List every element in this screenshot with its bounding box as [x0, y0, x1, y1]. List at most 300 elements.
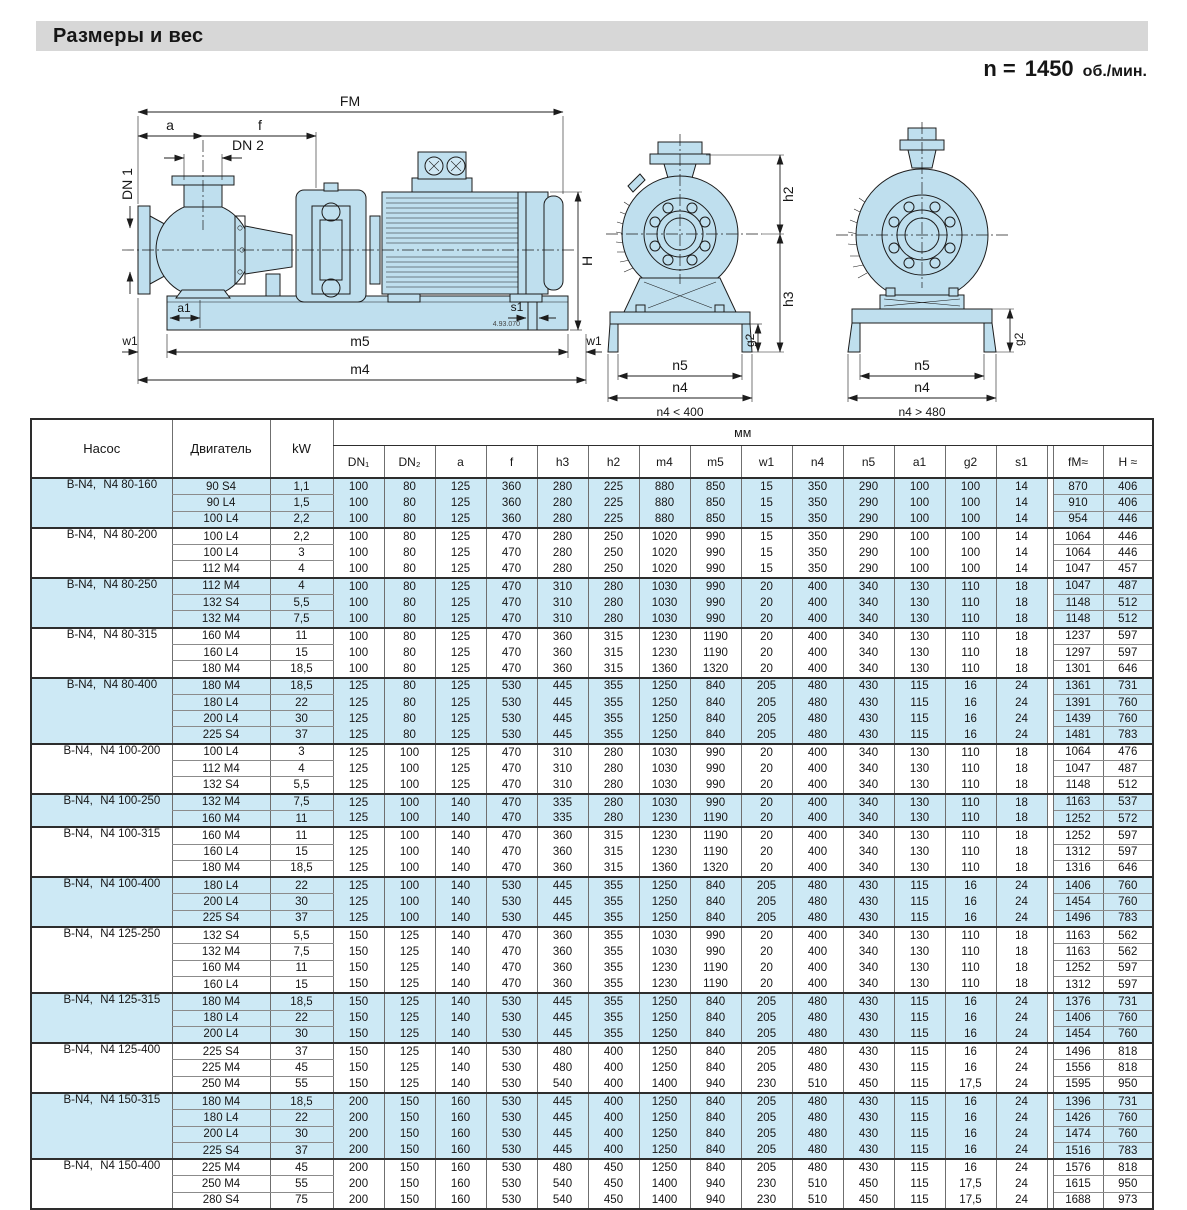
dimension-cell: 125 — [435, 744, 486, 761]
dimension-cell: 280 — [537, 528, 588, 545]
weight-fm-cell: 1312 — [1053, 976, 1103, 993]
dimension-cell: 24 — [996, 1026, 1047, 1043]
kw-cell: 1,5 — [270, 495, 333, 511]
dimension-cell: 340 — [843, 661, 894, 678]
pump-model-label: N4 100-200 — [100, 744, 161, 757]
dimension-cell: 340 — [843, 611, 894, 628]
dimension-cell: 840 — [690, 678, 741, 695]
table-row — [31, 993, 1153, 1010]
pump-model-label: N4 125-400 — [100, 1044, 161, 1057]
dimension-cell: 24 — [996, 1060, 1047, 1076]
dimension-lines — [848, 309, 1026, 419]
dimension-cell: 18 — [996, 960, 1047, 976]
dimension-cell: 540 — [537, 1192, 588, 1209]
dimension-cell: 355 — [588, 694, 639, 710]
dimension-cell: 130 — [894, 927, 945, 944]
height-h-cell: 783 — [1103, 910, 1153, 927]
column-header: a — [435, 446, 486, 479]
dimension-cell: 340 — [843, 744, 894, 761]
dimension-cell: 125 — [384, 976, 435, 993]
kw-cell: 55 — [270, 1076, 333, 1093]
bearing-bracket — [245, 226, 292, 296]
column-header: s1 — [996, 446, 1047, 479]
dimension-cell: 290 — [843, 511, 894, 528]
dimension-cell: 480 — [537, 1060, 588, 1076]
motor-cell: 225 S4 — [172, 910, 270, 927]
motor-cell: 180 M4 — [172, 661, 270, 678]
dimension-cell: 100 — [894, 545, 945, 561]
dimension-cell: 24 — [996, 1192, 1047, 1209]
dimension-cell: 530 — [486, 727, 537, 744]
weight-fm-cell: 1148 — [1053, 595, 1103, 611]
dimension-cell: 310 — [537, 744, 588, 761]
dimension-cell: 290 — [843, 495, 894, 511]
dimension-cell: 140 — [435, 944, 486, 960]
pump-side-view-drawing — [120, 88, 612, 404]
height-h-cell: 760 — [1103, 694, 1153, 710]
dimension-cell: 280 — [537, 561, 588, 578]
dimension-cell: 80 — [384, 495, 435, 511]
weight-fm-cell: 1454 — [1053, 1026, 1103, 1043]
table-row — [31, 827, 1153, 844]
dimension-cell: 335 — [537, 810, 588, 827]
dimension-cell: 340 — [843, 761, 894, 777]
dimension-cell: 80 — [384, 561, 435, 578]
motor-cell: 180 L4 — [172, 694, 270, 710]
dimension-cell: 125 — [333, 694, 384, 710]
dimension-cell: 20 — [741, 827, 792, 844]
height-h-cell: 950 — [1103, 1076, 1153, 1093]
pump-front-view-small-drawing — [600, 122, 805, 418]
dimension-cell: 840 — [690, 711, 741, 727]
dimension-cell: 1250 — [639, 711, 690, 727]
dimension-cell: 130 — [894, 827, 945, 844]
height-h-cell: 562 — [1103, 927, 1153, 944]
dimension-cell: 115 — [894, 1043, 945, 1060]
table-row — [31, 478, 1153, 495]
dimension-cell: 340 — [843, 777, 894, 794]
dimension-cell: 205 — [741, 1093, 792, 1110]
dimension-cell: 18 — [996, 578, 1047, 595]
dimension-cell: 160 — [435, 1142, 486, 1159]
pump-series-label: B-N4, — [66, 628, 97, 641]
kw-cell: 5,5 — [270, 927, 333, 944]
dimension-cell: 205 — [741, 1060, 792, 1076]
dimension-cell: 530 — [486, 910, 537, 927]
dimension-cell: 1230 — [639, 976, 690, 993]
motor-cell: 180 L4 — [172, 1110, 270, 1126]
height-h-cell: 446 — [1103, 511, 1153, 528]
dimension-cell: 115 — [894, 910, 945, 927]
table-row — [31, 1060, 1153, 1076]
dimension-cell: 16 — [945, 1026, 996, 1043]
dimension-cell: 480 — [792, 694, 843, 710]
motor-cell: 200 L4 — [172, 1026, 270, 1043]
dimension-cell: 280 — [588, 578, 639, 595]
dimension-cell: 100 — [333, 528, 384, 545]
dimension-cell: 24 — [996, 1043, 1047, 1060]
dimension-cell: 1020 — [639, 528, 690, 545]
dimension-cell: 340 — [843, 976, 894, 993]
dimension-cell: 1250 — [639, 694, 690, 710]
dimension-cell: 850 — [690, 478, 741, 495]
dimension-cell: 360 — [537, 644, 588, 660]
drawing-ref-number: 4.93.070 — [492, 321, 520, 328]
motor-column-header: Двигатель — [172, 419, 270, 478]
dimension-cell: 14 — [996, 495, 1047, 511]
dimension-cell: 1020 — [639, 545, 690, 561]
dimension-cell: 24 — [996, 1076, 1047, 1093]
dimension-cell: 100 — [384, 910, 435, 927]
dimension-cell: 150 — [333, 960, 384, 976]
dimension-cell: 1230 — [639, 628, 690, 645]
dimension-cell: 480 — [792, 894, 843, 910]
dimension-cell: 355 — [588, 894, 639, 910]
dimension-cell: 130 — [894, 844, 945, 860]
motor-cell: 280 S4 — [172, 1192, 270, 1209]
dimension-cell: 125 — [435, 578, 486, 595]
table-row — [31, 860, 1153, 877]
dimension-cell: 990 — [690, 561, 741, 578]
dimension-cell: 110 — [945, 611, 996, 628]
dimension-cell: 355 — [588, 960, 639, 976]
dimension-cell: 470 — [486, 628, 537, 645]
motor-cell: 132 S4 — [172, 777, 270, 794]
column-header: g2 — [945, 446, 996, 479]
dimension-cell: 540 — [537, 1176, 588, 1192]
dimension-cell: 15 — [741, 528, 792, 545]
dimension-cell: 110 — [945, 644, 996, 660]
dimension-cell: 430 — [843, 1010, 894, 1026]
dimension-cell: 990 — [690, 528, 741, 545]
dimension-cell: 530 — [486, 1010, 537, 1026]
pump-model-label: N4 125-315 — [100, 994, 161, 1007]
weight-fm-cell: 910 — [1053, 495, 1103, 511]
pump-model-label: N4 125-250 — [100, 928, 161, 941]
height-h-cell: 760 — [1103, 1026, 1153, 1043]
weight-fm-cell: 1316 — [1053, 860, 1103, 877]
pump-casing — [138, 176, 250, 298]
dimension-cell: 530 — [486, 1110, 537, 1126]
dimension-cell: 130 — [894, 595, 945, 611]
height-h-cell: 731 — [1103, 678, 1153, 695]
weight-fm-cell: 1163 — [1053, 927, 1103, 944]
weight-fm-cell: 1148 — [1053, 777, 1103, 794]
dimension-cell: 280 — [588, 595, 639, 611]
dimension-cell: 200 — [333, 1142, 384, 1159]
dimension-cell: 400 — [588, 1142, 639, 1159]
height-h-cell: 597 — [1103, 827, 1153, 844]
dimension-cell: 115 — [894, 1026, 945, 1043]
pump-model-label: N4 80-250 — [103, 578, 158, 591]
table-row — [31, 511, 1153, 528]
dimension-cell: 880 — [639, 495, 690, 511]
motor-cell: 100 L4 — [172, 511, 270, 528]
pump-model-label: N4 80-200 — [103, 528, 158, 541]
dimension-cell: 100 — [384, 844, 435, 860]
dimension-cell: 335 — [537, 794, 588, 811]
dimension-cell: 140 — [435, 794, 486, 811]
dimension-cell: 24 — [996, 894, 1047, 910]
kw-cell: 22 — [270, 1110, 333, 1126]
dimension-cell: 80 — [384, 678, 435, 695]
dimension-cell: 1030 — [639, 927, 690, 944]
speed-label: n = — [983, 56, 1016, 81]
dimension-cell: 355 — [588, 1010, 639, 1026]
dimension-cell: 130 — [894, 794, 945, 811]
dimension-cell: 400 — [792, 976, 843, 993]
table-row — [31, 976, 1153, 993]
dim-label-dn2: DN 2 — [232, 137, 264, 153]
dimension-cell: 340 — [843, 595, 894, 611]
dimension-cell: 400 — [792, 810, 843, 827]
dimension-cell: 140 — [435, 844, 486, 860]
pump-name-cell — [31, 827, 172, 877]
table-row — [31, 661, 1153, 678]
dimension-cell: 280 — [588, 810, 639, 827]
pump-name-cell — [31, 678, 172, 744]
dimension-cell: 840 — [690, 1126, 741, 1142]
speed-annotation — [983, 56, 1147, 82]
dimension-cell: 400 — [588, 1076, 639, 1093]
dimension-cell: 125 — [384, 1010, 435, 1026]
dimension-cell: 430 — [843, 711, 894, 727]
dimension-cell: 1030 — [639, 761, 690, 777]
dimension-cell: 445 — [537, 993, 588, 1010]
dimension-cell: 125 — [333, 827, 384, 844]
dimension-cell: 100 — [333, 578, 384, 595]
dimension-cell: 18 — [996, 976, 1047, 993]
dimension-cell: 80 — [384, 661, 435, 678]
dimension-cell: 470 — [486, 561, 537, 578]
dimension-cell: 80 — [384, 611, 435, 628]
dim-label-m5: m5 — [350, 333, 370, 349]
dimension-cell: 115 — [894, 1126, 945, 1142]
dimension-cell: 18 — [996, 744, 1047, 761]
dimension-cell: 115 — [894, 678, 945, 695]
dimension-cell: 510 — [792, 1176, 843, 1192]
weight-fm-cell: 1556 — [1053, 1060, 1103, 1076]
dimension-cell: 445 — [537, 1010, 588, 1026]
table-row — [31, 1026, 1153, 1043]
height-h-cell: 950 — [1103, 1176, 1153, 1192]
table-row — [31, 1093, 1153, 1110]
weight-fm-cell: 1361 — [1053, 678, 1103, 695]
dimension-cell: 115 — [894, 1060, 945, 1076]
dimension-cell: 100 — [333, 661, 384, 678]
technical-drawings — [0, 84, 1187, 418]
dimension-cell: 125 — [384, 993, 435, 1010]
dimension-cell: 140 — [435, 860, 486, 877]
dimension-cell: 990 — [690, 744, 741, 761]
dimension-cell: 140 — [435, 976, 486, 993]
dimension-cell: 205 — [741, 1110, 792, 1126]
pump-model-label: N4 100-400 — [100, 878, 161, 891]
dimension-cell: 16 — [945, 1060, 996, 1076]
motor-cell: 100 L4 — [172, 528, 270, 545]
kw-cell: 37 — [270, 1043, 333, 1060]
dimension-cell: 16 — [945, 678, 996, 695]
dimension-cell: 340 — [843, 944, 894, 960]
dim-label-a: a — [166, 117, 174, 133]
motor-cell: 180 M4 — [172, 1093, 270, 1110]
dimension-cell: 150 — [333, 1076, 384, 1093]
dimension-cell: 125 — [435, 761, 486, 777]
motor-cell: 100 L4 — [172, 545, 270, 561]
dimension-cell: 480 — [792, 1043, 843, 1060]
dimension-cell: 130 — [894, 628, 945, 645]
dimension-cell: 470 — [486, 927, 537, 944]
height-h-cell: 597 — [1103, 960, 1153, 976]
table-row — [31, 1043, 1153, 1060]
dimension-cell: 140 — [435, 1060, 486, 1076]
dimension-cell: 205 — [741, 1142, 792, 1159]
speed-unit: об./мин. — [1082, 63, 1147, 80]
dim-label-w1-left: w1 — [122, 334, 138, 348]
dimension-cell: 115 — [894, 1176, 945, 1192]
dimension-cell: 115 — [894, 727, 945, 744]
dimension-cell: 400 — [792, 827, 843, 844]
dimension-cell: 130 — [894, 578, 945, 595]
dimension-cell: 115 — [894, 993, 945, 1010]
dimension-cell: 15 — [741, 561, 792, 578]
kw-cell: 18,5 — [270, 678, 333, 695]
weight-fm-cell: 1163 — [1053, 794, 1103, 811]
pump-series-label: B-N4, — [63, 1044, 93, 1057]
dimension-cell: 470 — [486, 844, 537, 860]
dim-label-n5: n5 — [672, 357, 688, 373]
motor-cell: 225 M4 — [172, 1060, 270, 1076]
table-row — [31, 761, 1153, 777]
pump-name-cell — [31, 927, 172, 993]
kw-cell: 7,5 — [270, 944, 333, 960]
dimension-cell: 530 — [486, 894, 537, 910]
dim-label-g2: g2 — [1012, 332, 1026, 346]
dimension-cell: 80 — [384, 711, 435, 727]
dimension-cell: 315 — [588, 860, 639, 877]
dimension-cell: 80 — [384, 628, 435, 645]
dimension-cell: 1250 — [639, 678, 690, 695]
dimension-cell: 400 — [792, 860, 843, 877]
dimension-cell: 110 — [945, 927, 996, 944]
table-row — [31, 1010, 1153, 1026]
dimension-cell: 840 — [690, 1142, 741, 1159]
dimension-cell: 80 — [384, 595, 435, 611]
dimension-cell: 24 — [996, 1142, 1047, 1159]
page-title-bar — [36, 21, 1148, 51]
pump-series-label: B-N4, — [66, 528, 97, 541]
dimension-cell: 140 — [435, 894, 486, 910]
dimension-cell: 110 — [945, 810, 996, 827]
motor-cell: 160 M4 — [172, 628, 270, 645]
dimension-cell: 1030 — [639, 595, 690, 611]
table-row — [31, 711, 1153, 727]
kw-cell: 30 — [270, 1026, 333, 1043]
dimension-cell: 130 — [894, 810, 945, 827]
dimension-cell: 115 — [894, 711, 945, 727]
height-h-cell: 760 — [1103, 894, 1153, 910]
dimension-cell: 840 — [690, 894, 741, 910]
dimension-cell: 125 — [435, 545, 486, 561]
dimension-cell: 20 — [741, 578, 792, 595]
dim-label-h: H — [579, 255, 595, 266]
weight-fm-cell: 1688 — [1053, 1192, 1103, 1209]
weight-fm-cell: 1391 — [1053, 694, 1103, 710]
dimension-cell: 160 — [435, 1192, 486, 1209]
dimension-cell: 125 — [333, 894, 384, 910]
motor-cell: 180 M4 — [172, 860, 270, 877]
dimension-cell: 150 — [384, 1142, 435, 1159]
dimension-cell: 355 — [588, 877, 639, 894]
kw-cell: 15 — [270, 844, 333, 860]
dimension-cell: 115 — [894, 694, 945, 710]
dimension-cell: 1030 — [639, 944, 690, 960]
dimension-cell: 125 — [435, 727, 486, 744]
weight-fm-cell: 1576 — [1053, 1159, 1103, 1176]
dimension-cell: 850 — [690, 511, 741, 528]
dim-label-s1: s1 — [510, 300, 524, 314]
column-header: f — [486, 446, 537, 479]
dim-label-f: f — [258, 117, 262, 133]
dimension-cell: 24 — [996, 910, 1047, 927]
dimension-cell: 100 — [384, 794, 435, 811]
dimension-cell: 1190 — [690, 644, 741, 660]
dimension-cell: 310 — [537, 761, 588, 777]
dimension-cell: 445 — [537, 1126, 588, 1142]
dimension-cell: 280 — [537, 478, 588, 495]
dimension-cell: 360 — [537, 960, 588, 976]
pump-name-cell — [31, 794, 172, 828]
dimension-cell: 100 — [894, 478, 945, 495]
column-header: h3 — [537, 446, 588, 479]
dimension-cell: 15 — [741, 478, 792, 495]
weight-fm-cell: 1496 — [1053, 910, 1103, 927]
dimension-cell: 110 — [945, 860, 996, 877]
dimension-cell: 20 — [741, 761, 792, 777]
dimension-cell: 125 — [333, 844, 384, 860]
dimension-cell: 1190 — [690, 628, 741, 645]
table-row — [31, 877, 1153, 894]
dimension-cell: 840 — [690, 993, 741, 1010]
dimension-cell: 315 — [588, 661, 639, 678]
dim-label-w1-right: w1 — [586, 334, 602, 348]
dimension-cell: 20 — [741, 611, 792, 628]
height-h-cell: 783 — [1103, 727, 1153, 744]
caption-n4-small: n4 < 400 — [656, 405, 704, 419]
dimension-cell: 24 — [996, 877, 1047, 894]
table-row — [31, 910, 1153, 927]
column-header: H ≈ — [1103, 446, 1153, 479]
table-row — [31, 894, 1153, 910]
dimension-cell: 480 — [792, 877, 843, 894]
kw-cell: 30 — [270, 711, 333, 727]
weight-fm-cell: 1252 — [1053, 810, 1103, 827]
dimension-cell: 1250 — [639, 910, 690, 927]
dimension-cell: 250 — [588, 528, 639, 545]
dimension-cell: 530 — [486, 711, 537, 727]
dimension-cell: 530 — [486, 1093, 537, 1110]
weight-fm-cell: 1064 — [1053, 545, 1103, 561]
dimension-cell: 125 — [333, 761, 384, 777]
motor-cell: 180 M4 — [172, 678, 270, 695]
kw-cell: 18,5 — [270, 1093, 333, 1110]
dimension-cell: 16 — [945, 711, 996, 727]
dimension-cell: 140 — [435, 1043, 486, 1060]
dimension-cell: 125 — [435, 495, 486, 511]
motor-cell: 160 L4 — [172, 976, 270, 993]
dimension-cell: 340 — [843, 827, 894, 844]
kw-cell: 30 — [270, 1126, 333, 1142]
